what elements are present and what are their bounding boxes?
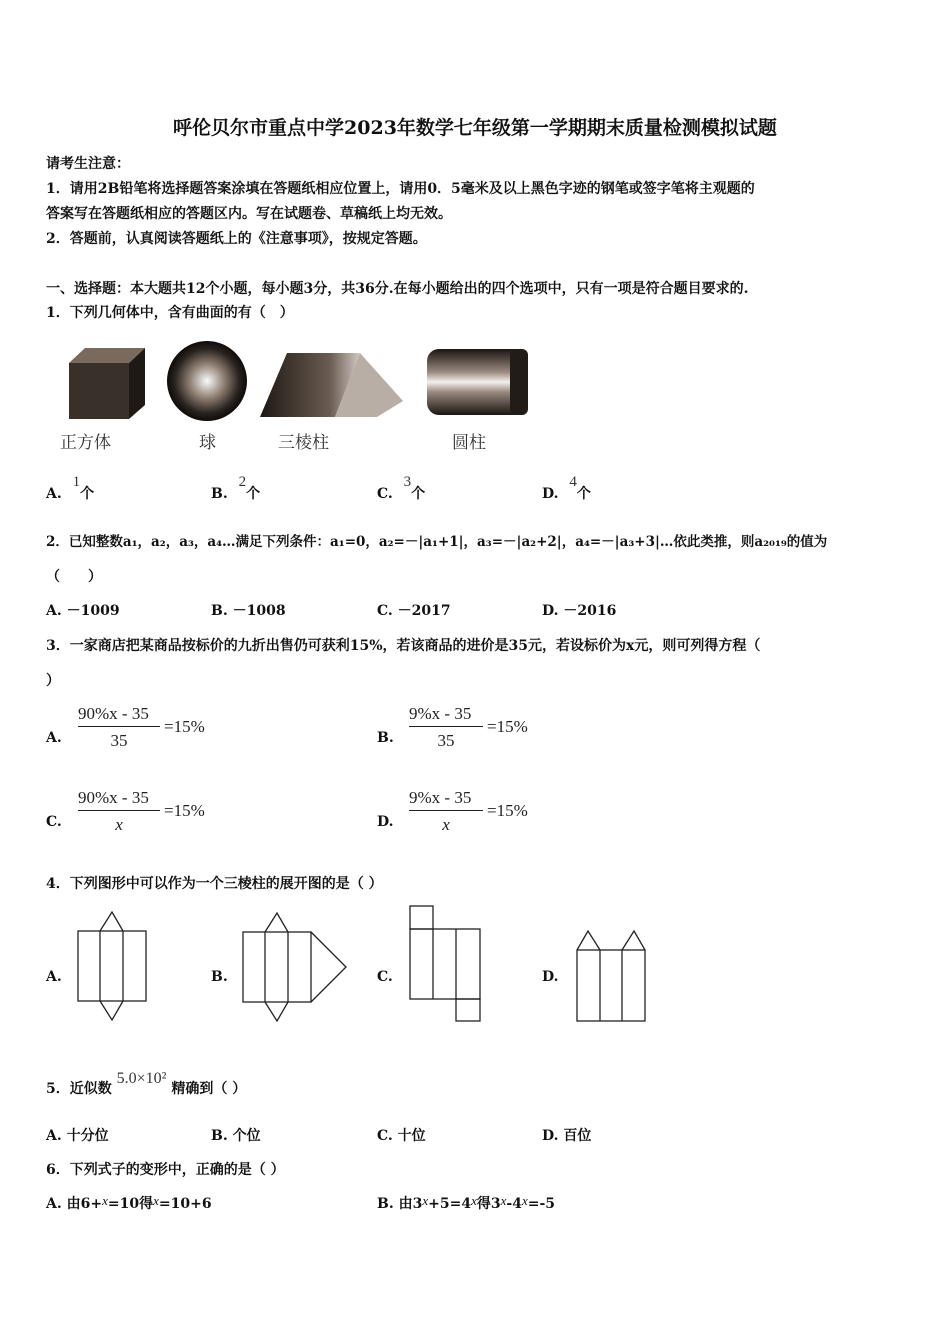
q5-option-b[interactable]: B. 个位 xyxy=(211,1128,261,1144)
q1-option-a[interactable]: A. 1个 xyxy=(46,474,95,502)
question-5-stem: 5．近似数 5.0×10² 精确到（ ） xyxy=(46,1070,247,1097)
q5-option-a[interactable]: A. 十分位 xyxy=(46,1128,109,1144)
q5-expression: 5.0×10² xyxy=(116,1070,167,1087)
q6-option-b[interactable]: B. 由3x+5=4x得3x-4x=-5 xyxy=(377,1193,556,1212)
q2-option-a[interactable]: A. －1009 xyxy=(46,603,120,619)
label-cylinder: 圆柱 xyxy=(452,433,486,453)
section-1-heading: 一、选择题：本大题共12个小题，每小题3分，共36分.在每小题给出的四个选项中，只有一项是符合题目要求的. xyxy=(46,281,749,297)
question-1-stem: 1．下列几何体中，含有曲面的有（ ） xyxy=(46,305,294,321)
q1-solids-figure xyxy=(55,335,555,425)
q4-option-a-letter[interactable]: A. xyxy=(46,969,62,985)
q4-net-a xyxy=(76,910,150,1024)
cube-shape xyxy=(69,348,145,419)
q2-option-d[interactable]: D. －2016 xyxy=(542,603,617,619)
label-cube: 正方体 xyxy=(60,433,111,453)
page-title: 呼伦贝尔市重点中学2023年数学七年级第一学期期末质量检测模拟试题 xyxy=(173,117,777,139)
q4-option-d-letter[interactable]: D. xyxy=(542,969,559,985)
q4-option-c-letter[interactable]: C. xyxy=(377,969,393,985)
q3-option-c-letter[interactable]: C. xyxy=(46,814,62,830)
q1-option-c[interactable]: C. 3个 xyxy=(377,474,426,502)
question-2-stem: 2．已知整数a₁，a₂，a₃，a₄…满足下列条件：a₁=0，a₂=－|a₁+1|，a₃=－|a₂+2|，a₄=－|a₃+3|…依此类推，则a₂₀₁₉的值为 xyxy=(46,534,828,550)
triangular-prism-shape xyxy=(260,353,403,417)
question-2-stem-cont: （ ） xyxy=(46,569,102,585)
label-sphere: 球 xyxy=(199,433,216,453)
q2-option-b[interactable]: B. －1008 xyxy=(211,603,286,619)
q3-option-b-letter[interactable]: B. xyxy=(377,730,394,746)
notice-line-2: 答案写在答题纸相应的答题区内。写在试题卷、草稿纸上均无效。 xyxy=(46,206,452,222)
cylinder-shape xyxy=(427,349,528,415)
question-3-stem-cont: ） xyxy=(46,673,60,689)
question-6-stem: 6．下列式子的变形中，正确的是（ ） xyxy=(46,1162,285,1178)
q1-option-d[interactable]: D. 4个 xyxy=(542,474,591,502)
q3-option-a-letter[interactable]: A. xyxy=(46,730,62,746)
q4-net-c xyxy=(407,903,483,1023)
question-4-stem: 4．下列图形中可以作为一个三棱柱的展开图的是（ ） xyxy=(46,876,383,892)
q4-option-b-letter[interactable]: B. xyxy=(211,969,228,985)
q6-option-a[interactable]: A. 由6+x=10得x=10+6 xyxy=(46,1193,212,1212)
notice-line-3: 2．答题前，认真阅读答题纸上的《注意事项》，按规定答题。 xyxy=(46,231,427,247)
question-3-stem: 3．一家商店把某商品按标价的九折出售仍可获利15%，若该商品的进价是35元，若设标价为x元，则可列得方程（ xyxy=(46,638,761,654)
q4-net-b xyxy=(241,910,351,1024)
q5-option-c[interactable]: C. 十位 xyxy=(377,1128,426,1144)
notice-heading: 请考生注意： xyxy=(46,156,130,172)
sphere-shape xyxy=(167,341,247,421)
label-prism: 三棱柱 xyxy=(278,433,329,453)
q5-option-d[interactable]: D. 百位 xyxy=(542,1128,592,1144)
notice-line-1: 1．请用2B铅笔将选择题答案涂填在答题纸相应位置上，请用0．5毫米及以上黑色字迹的钢笔或签字笔将主观题的 xyxy=(46,181,755,197)
q1-option-b[interactable]: B. 2个 xyxy=(211,474,261,502)
q3-option-d-letter[interactable]: D. xyxy=(377,814,394,830)
q4-net-d xyxy=(574,928,650,1024)
q2-option-c[interactable]: C. －2017 xyxy=(377,603,451,619)
